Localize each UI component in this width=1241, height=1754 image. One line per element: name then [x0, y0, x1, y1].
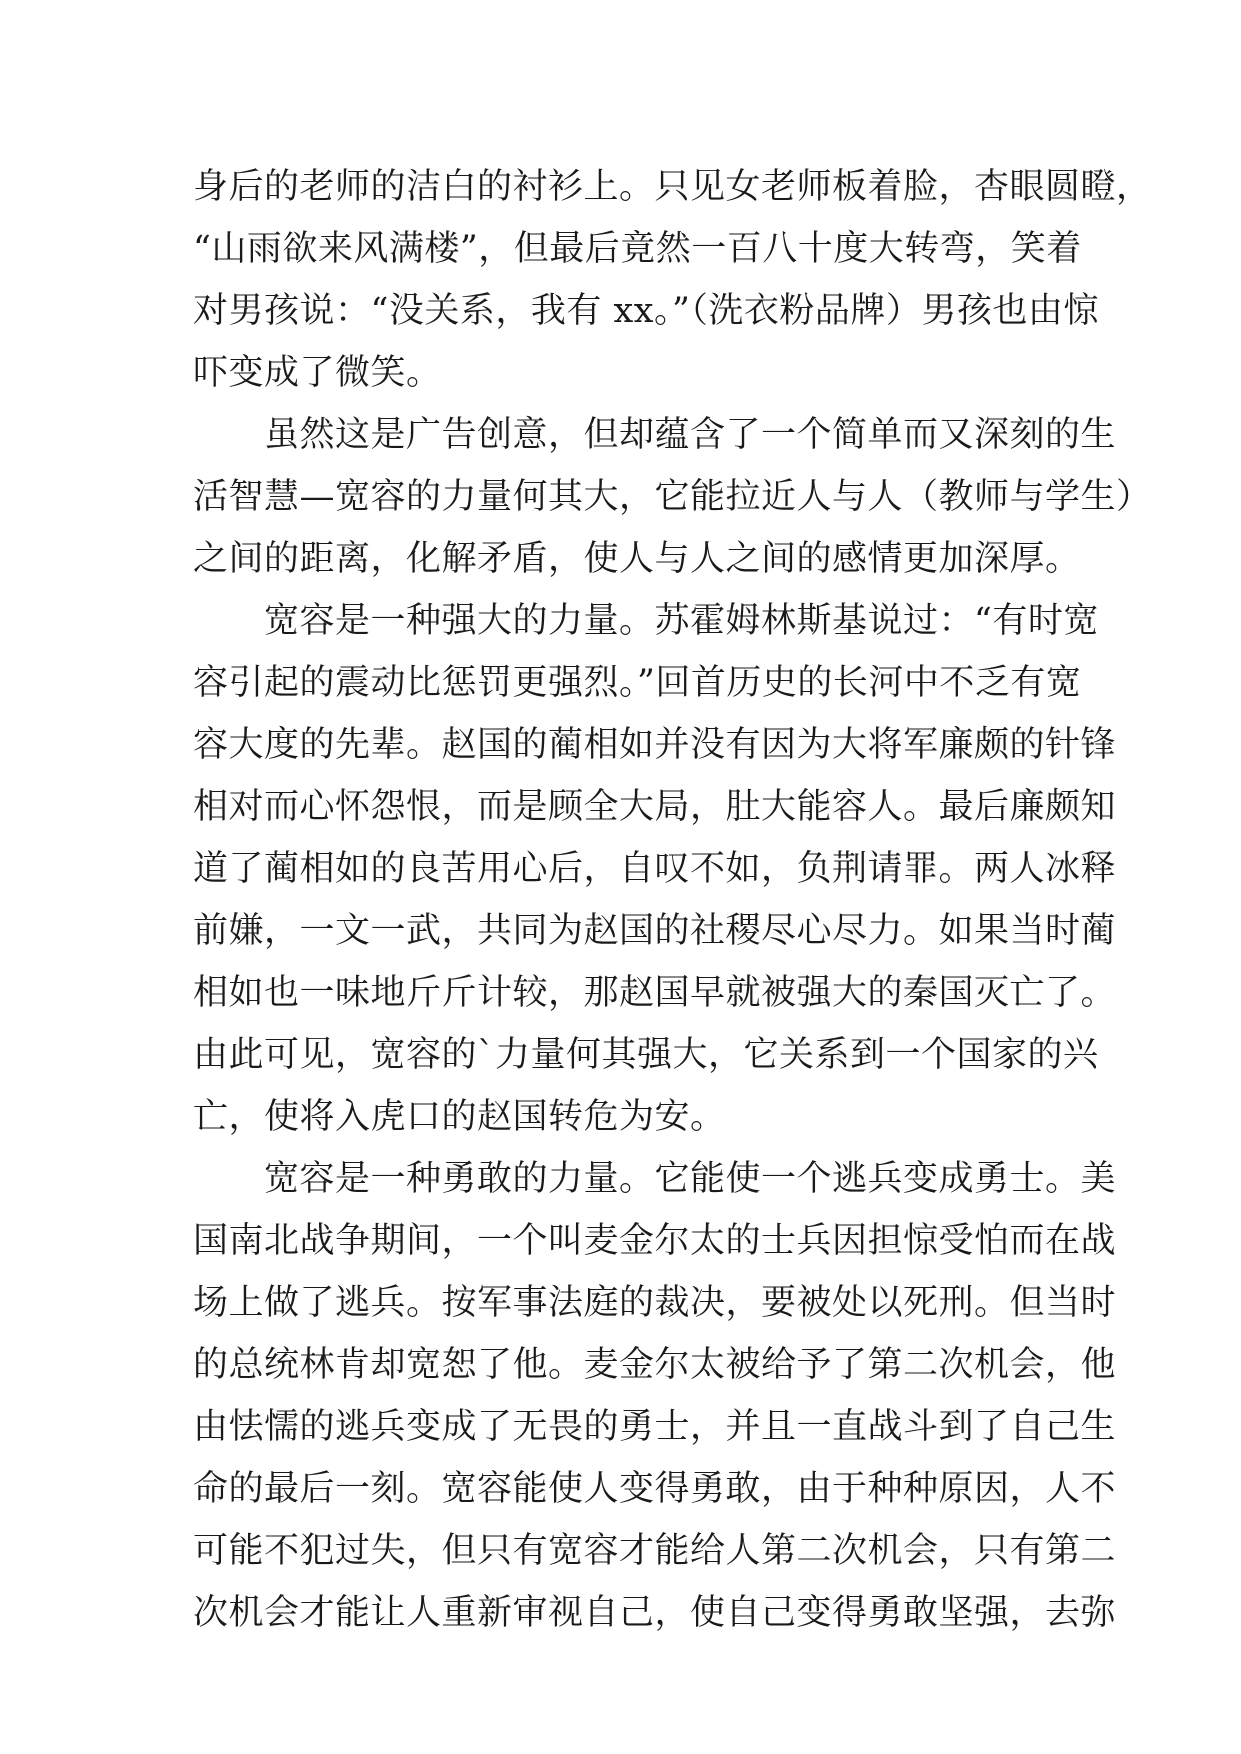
text-line: 宽容是一种强大的力量。苏霍姆林斯基说过：“有时宽	[193, 601, 1099, 641]
text-line: 活智慧—宽容的力量何其大，它能拉近人与人（教师与学生）	[193, 477, 1152, 517]
text-line: 相对而心怀怨恨，而是顾全大局，肚大能容人。最后廉颇知	[193, 787, 1117, 827]
text-line: 对男孩说：“没关系，我有 xx。”（洗衣粉品牌）男孩也由惊	[193, 291, 1099, 331]
text-line: 宽容是一种勇敢的力量。它能使一个逃兵变成勇士。美	[193, 1159, 1117, 1199]
text-line: 命的最后一刻。宽容能使人变得勇敢，由于种种原因，人不	[193, 1469, 1117, 1509]
text-line: 之间的距离，化解矛盾，使人与人之间的感情更加深厚。	[193, 539, 1081, 579]
text-line: “山雨欲来风满楼”，但最后竟然一百八十度大转弯，笑着	[193, 229, 1082, 269]
text-line: 容大度的先辈。赵国的蔺相如并没有因为大将军廉颇的针锋	[193, 725, 1117, 765]
text-line: 场上做了逃兵。按军事法庭的裁决，要被处以死刑。但当时	[193, 1283, 1117, 1323]
text-line: 容引起的震动比惩罚更强烈。”回首历史的长河中不乏有宽	[193, 663, 1082, 703]
text-line: 国南北战争期间，一个叫麦金尔太的士兵因担惊受怕而在战	[193, 1221, 1117, 1261]
text-line: 的总统林肯却宽恕了他。麦金尔太被给予了第二次机会，他	[193, 1345, 1117, 1385]
document-body	[193, 156, 1152, 1644]
text-line: 由怯懦的逃兵变成了无畏的勇士，并且一直战斗到了自己生	[193, 1407, 1117, 1447]
text-line: 虽然这是广告创意，但却蕴含了一个简单而又深刻的生	[193, 415, 1117, 455]
text-line: 道了蔺相如的良苦用心后，自叹不如，负荆请罪。两人冰释	[193, 849, 1117, 889]
text-line: 次机会才能让人重新审视自己，使自己变得勇敢坚强，去弥	[193, 1593, 1117, 1633]
text-line: 身后的老师的洁白的衬衫上。只见女老师板着脸，杏眼圆瞪，	[193, 167, 1152, 207]
text-line: 吓变成了微笑。	[193, 353, 442, 393]
text-line: 前嫌，一文一武，共同为赵国的社稷尽心尽力。如果当时蔺	[193, 911, 1117, 951]
text-line: 相如也一味地斤斤计较，那赵国早就被强大的秦国灭亡了。	[193, 973, 1117, 1013]
text-line: 亡，使将入虎口的赵国转危为安。	[193, 1097, 726, 1137]
text-line: 可能不犯过失，但只有宽容才能给人第二次机会，只有第二	[193, 1531, 1117, 1571]
text-line: 由此可见，宽容的`力量何其强大，它关系到一个国家的兴	[193, 1035, 1099, 1075]
